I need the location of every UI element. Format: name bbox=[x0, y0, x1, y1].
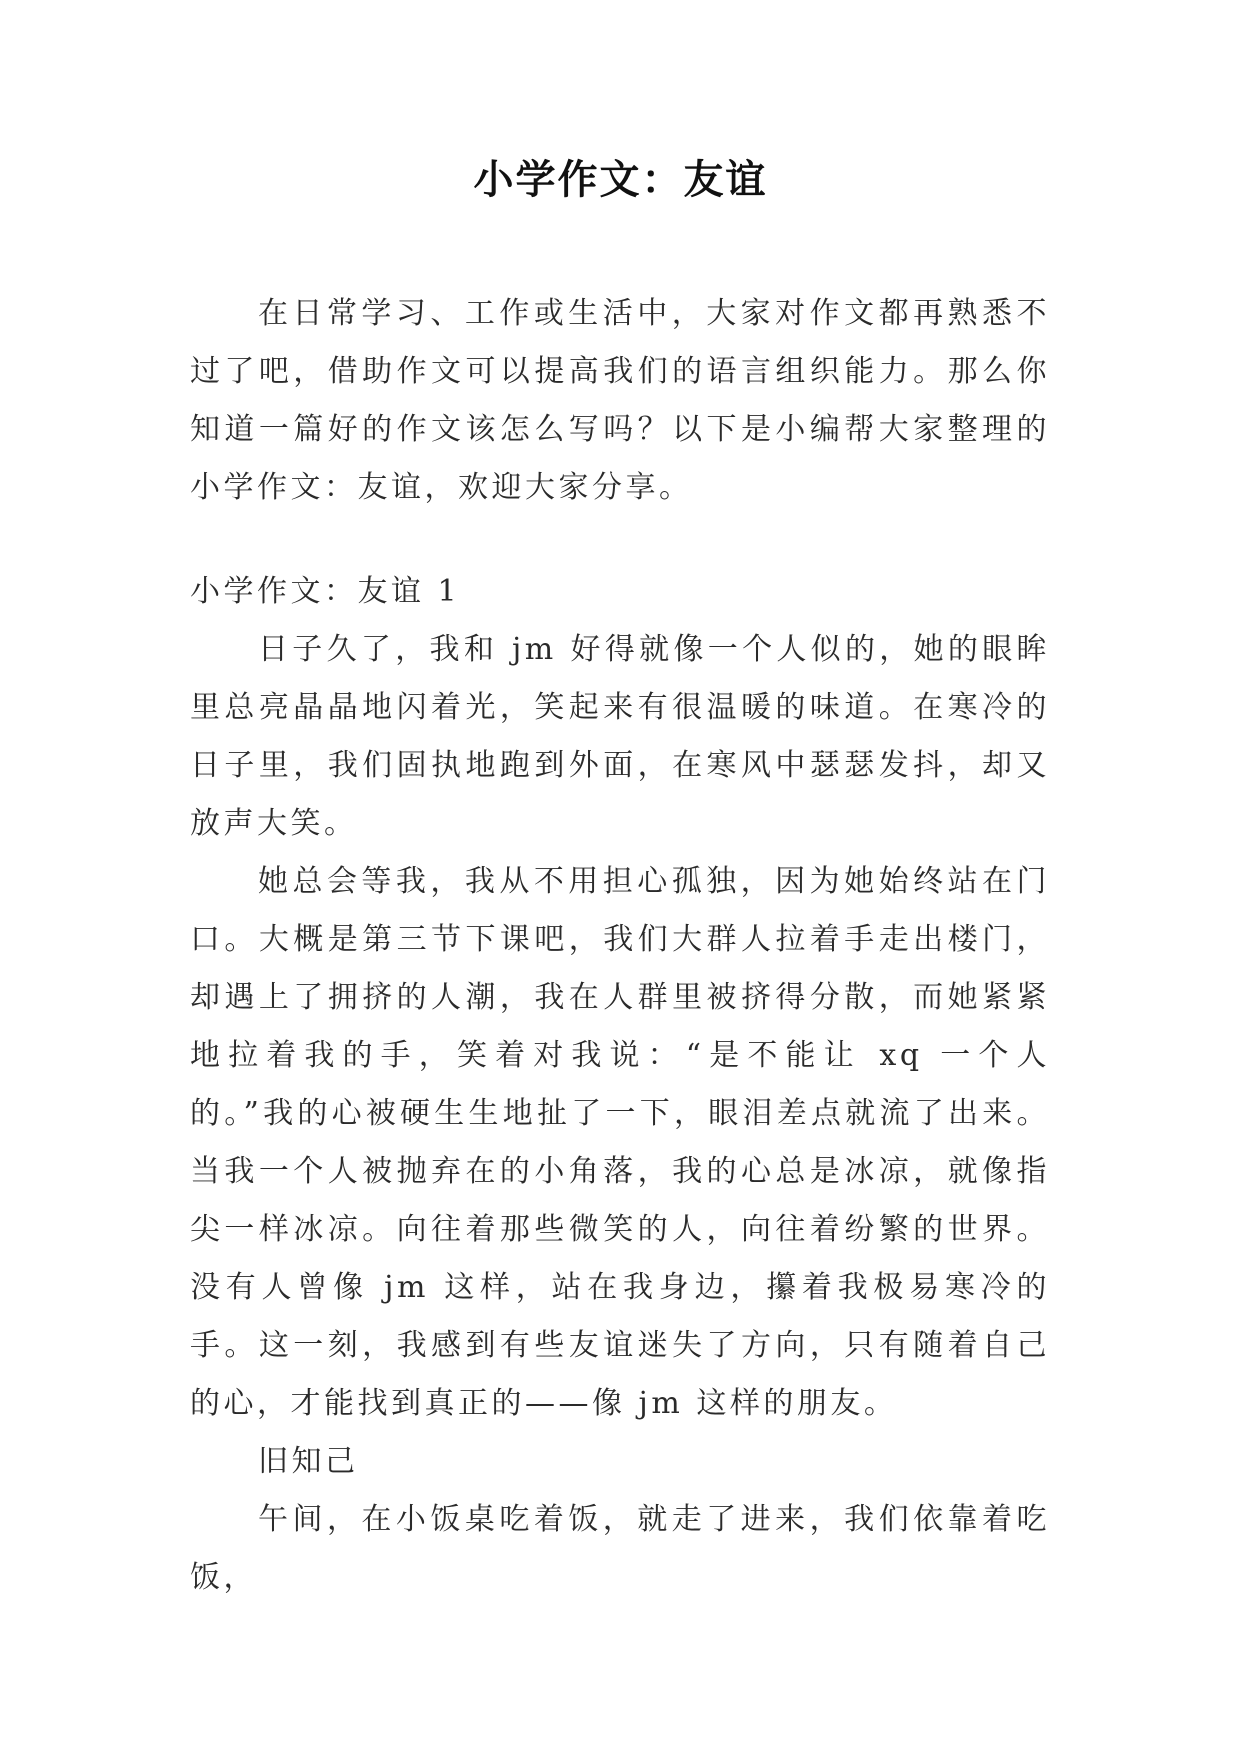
document-body bbox=[190, 285, 1050, 1607]
section-heading: 小学作文：友谊 1 bbox=[190, 574, 461, 609]
body-paragraph: 她总会等我，我从不用担心孤独，因为她始终站在门口。大概是第三节下课吧，我们大群人拉着手走出楼门，却遇上了拥挤的人潮，我在人群里被挤得分散，而她紧紧地拉着我的手，笑着对我说：“是不能让 xq 一个人的。”我的心被硬生生地扯了一下，眼泪差点就流了出来。当我一个人被抛弃在的小角落，我的心总是冰凉，就像指尖一样冰凉。向往着那些微笑的人，向往着纷繁的世界。没有人曾像 jm 这样，站在我身边，攥着我极易寒冷的手。这一刻，我感到有些友谊迷失了方向，只有随着自己的心，才能找到真正的——像 jm 这样的朋友。 bbox=[190, 864, 1050, 1421]
body-paragraph: 午间，在小饭桌吃着饭，就走了进来，我们依靠着吃饭， bbox=[190, 1502, 1050, 1595]
document-title: 小学作文：友谊 bbox=[473, 156, 768, 203]
subheading-paragraph: 旧知己 bbox=[258, 1444, 359, 1479]
body-paragraph: 日子久了，我和 jm 好得就像一个人似的，她的眼眸里总亮晶晶地闪着光，笑起来有很温暖的味道。在寒冷的日子里，我们固执地跑到外面，在寒风中瑟瑟发抖，却又放声大笑。 bbox=[190, 632, 1050, 841]
intro-paragraph: 在日常学习、工作或生活中，大家对作文都再熟悉不过了吧，借助作文可以提高我们的语言组织能力。那么你知道一篇好的作文该怎么写吗？以下是小编帮大家整理的小学作文：友谊，欢迎大家分享。 bbox=[190, 296, 1050, 505]
section-gap bbox=[190, 517, 1050, 563]
